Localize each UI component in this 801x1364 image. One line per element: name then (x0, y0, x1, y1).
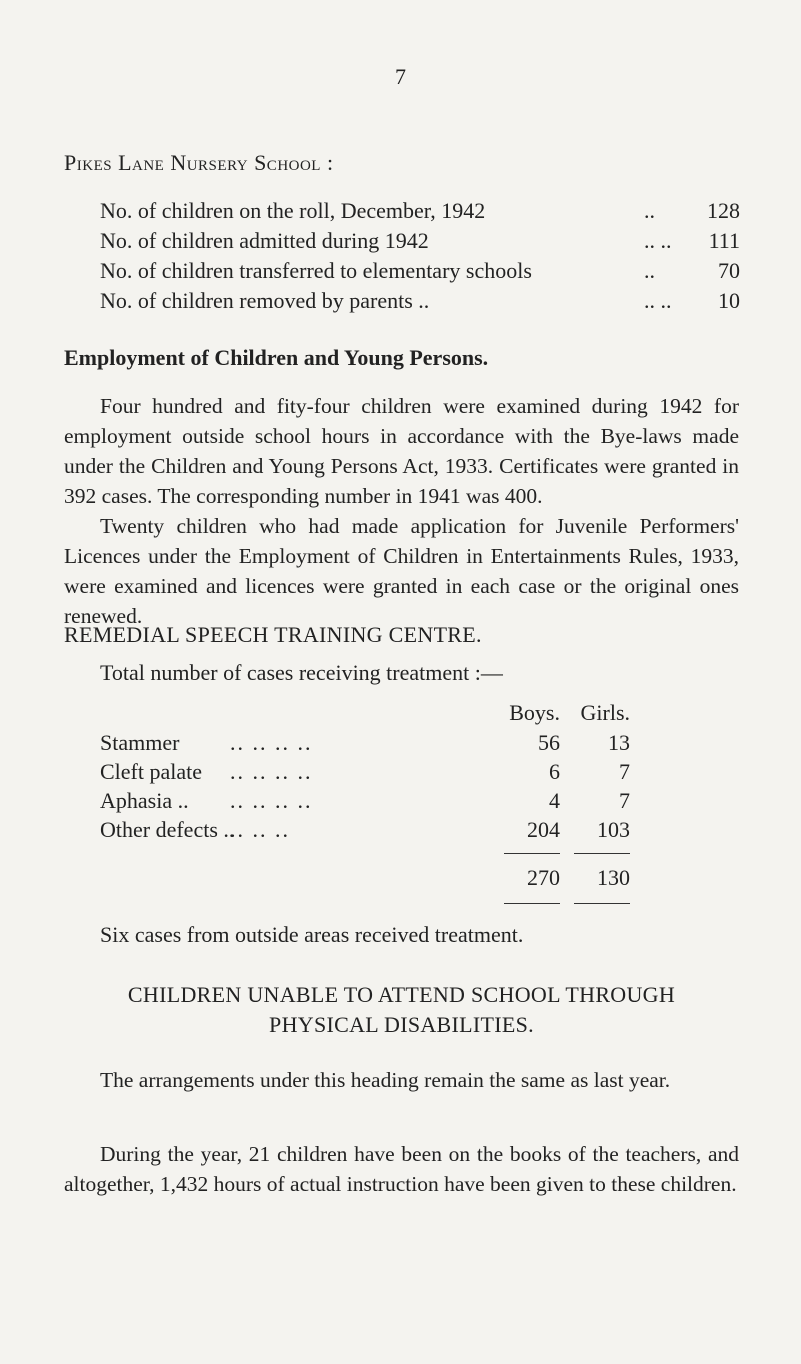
nursery-stats-table (100, 198, 740, 318)
disabilities-paragraph-1 (64, 1065, 739, 1095)
girls-value: 103 (597, 817, 630, 842)
divider (574, 853, 630, 854)
column-header-boys: Boys. (509, 700, 560, 725)
table-row (100, 730, 660, 759)
table-row (100, 759, 660, 788)
speech-treatment-table (100, 700, 660, 910)
row-label: Stammer (100, 730, 180, 755)
disabilities-paragraph-2-text: During the year, 21 children have been on the books of the teachers, and altogether, 1,432 hours of actual instruction have been given to these children. (64, 1142, 739, 1196)
total-rule (100, 846, 660, 860)
disabilities-heading-line-2: PHYSICAL DISABILITIES. (269, 1012, 534, 1037)
employment-paragraph-2-text: Twenty children who had made application for Juvenile Performers' Licences under the Employment of Children in Entertainments Rules, 1933, were examined and licences were granted in each case or the original ones renewed. (64, 514, 739, 628)
nursery-row-value: 70 (718, 258, 740, 283)
nursery-row-value: 111 (708, 228, 740, 253)
boys-value: 4 (549, 788, 560, 813)
employment-paragraph-1 (64, 391, 739, 511)
divider (504, 903, 560, 904)
leader-dots: .. (644, 198, 655, 223)
girls-value: 7 (619, 759, 630, 784)
boys-value: 204 (527, 817, 560, 842)
employment-paragraph-2 (64, 511, 739, 631)
nursery-row-label: No. of children on the roll, December, 1942 (100, 198, 486, 223)
nursery-row-label: No. of children transferred to elementary schools (100, 258, 532, 283)
total-rule-bottom (100, 896, 660, 910)
girls-total: 130 (597, 865, 630, 890)
nursery-row-value: 128 (707, 198, 740, 223)
nursery-row-removed (100, 288, 740, 318)
row-label: Aphasia .. (100, 788, 189, 813)
boys-total: 270 (527, 865, 560, 890)
table-row (100, 788, 660, 817)
table-row (100, 817, 660, 846)
leader-dots: .. .. .. (230, 817, 290, 842)
leader-dots: .. (644, 258, 655, 283)
leader-dots: .. .. (644, 288, 672, 313)
row-label: Cleft palate (100, 759, 203, 784)
speech-outside-note: Six cases from outside areas received treatment. (100, 922, 524, 947)
nursery-heading: Pikes Lane Nursery School : (64, 150, 334, 175)
column-header-girls: Girls. (580, 700, 630, 725)
nursery-row-label: No. of children admitted during 1942 (100, 228, 429, 253)
disabilities-paragraph-2 (64, 1139, 739, 1199)
nursery-row-admitted (100, 228, 740, 258)
nursery-row-transferred (100, 258, 740, 288)
divider (574, 903, 630, 904)
leader-dots: .. .. (644, 228, 672, 253)
nursery-row-value: 10 (718, 288, 740, 313)
leader-dots: .. .. .. .. (230, 730, 313, 755)
employment-paragraph-1-text: Four hundred and fity-four children were examined during 1942 for employment outside school hours in accordance with the Bye-laws made under the Children and Young Persons Act, 1933. Certificates were granted in 392 cases. The corresponding number in 1941 was 400. (64, 394, 739, 508)
leader-dots: .. .. .. .. (230, 788, 313, 813)
speech-heading: REMEDIAL SPEECH TRAINING CENTRE. (64, 622, 482, 647)
page-number: 7 (395, 64, 406, 89)
employment-heading: Employment of Children and Young Persons. (64, 345, 489, 370)
boys-value: 6 (549, 759, 560, 784)
nursery-row-roll (100, 198, 740, 228)
disabilities-heading-line-1: CHILDREN UNABLE TO ATTEND SCHOOL THROUGH (127, 982, 676, 1007)
disabilities-paragraph-1-text: The arrangements under this heading remain the same as last year. (100, 1068, 671, 1092)
row-label: Other defects .. (100, 817, 235, 842)
leader-dots: .. .. .. .. (230, 759, 313, 784)
boys-value: 56 (538, 730, 560, 755)
girls-value: 7 (619, 788, 630, 813)
speech-table-header (100, 700, 660, 730)
nursery-row-label: No. of children removed by parents .. (100, 288, 430, 313)
totals-row (100, 860, 660, 896)
speech-intro: Total number of cases receiving treatment :— (100, 660, 503, 685)
divider (504, 853, 560, 854)
girls-value: 13 (608, 730, 630, 755)
